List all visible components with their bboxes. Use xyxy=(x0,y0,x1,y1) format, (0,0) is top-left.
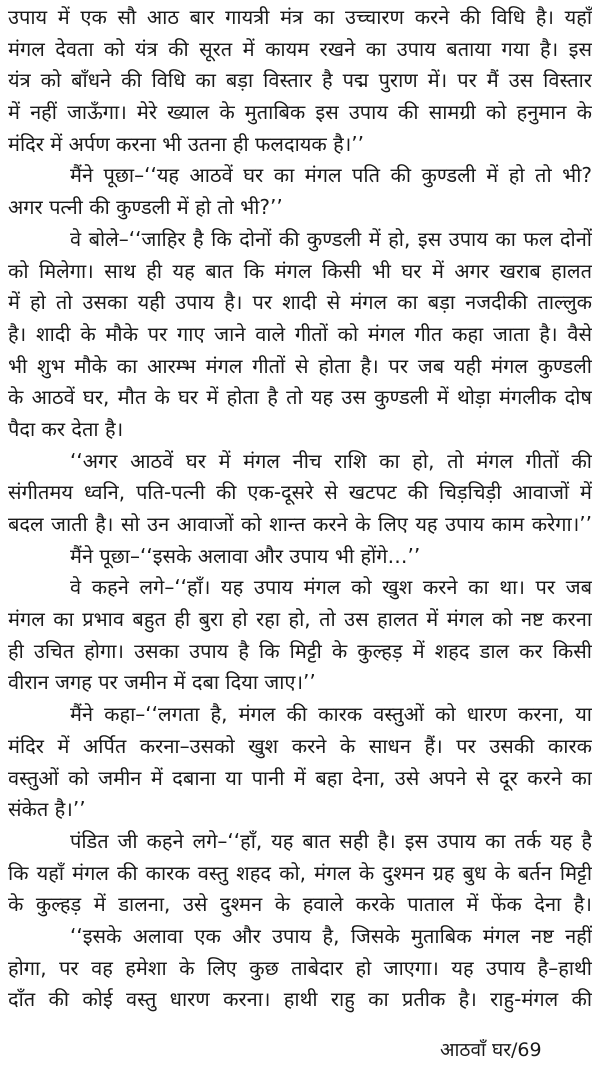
text-line: दाँत की कोई वस्तु धारण करना। हाथी राहु का प्रतीक है। राहु-मंगल की xyxy=(8,987,592,1012)
text-line: कि यहाँ मंगल की कारक वस्तु शहद को, मंगल के दुश्मन ग्रह बुध के बर्तन मिट्टी xyxy=(8,860,592,885)
text-line: में हो तो उसका यही उपाय है। पर शादी से मंगल का बड़ा नजदीकी ताल्लुक xyxy=(8,290,592,315)
text-line: के कुल्हड़ में डालना, उसे दुश्मन के हवाले करके पाताल में फेंक देना है। xyxy=(8,892,592,917)
text-line: यंत्र को बाँधने की विधि का बड़ा विस्तार है पद्म पुराण में। पर मैं उस विस्तार xyxy=(8,68,592,93)
text-line: मैंने पूछा–‘‘यह आठवें घर का मंगल पति की कुण्डली में हो तो भी? xyxy=(70,163,592,188)
text-line: भी शुभ मौके का आरम्भ मंगल गीतों से होता है। पर जब यही मंगल कुण्डली xyxy=(8,353,592,378)
text-line: में नहीं जाऊँगा। मेरे ख्याल के मुताबिक इस उपाय की सामग्री को हनुमान के xyxy=(8,100,592,125)
text-line: वीरान जगह पर जमीन में दबा दिया जाए।’’ xyxy=(8,670,316,695)
text-line: मंगल देवता को यंत्र की सूरत में कायम रखने का उपाय बताया गया है। इस xyxy=(8,36,592,61)
text-line: ‘‘इसके अलावा एक और उपाय है, जिसके मुताबिक मंगल नष्ट नहीं xyxy=(70,923,592,948)
text-line: मंगल का प्रभाव बहुत ही बुरा हो रहा हो, तो उस हालत में मंगल को नष्ट करना xyxy=(8,607,592,632)
text-line: वे बोले–‘‘जाहिर है कि दोनों की कुण्डली में हो, इस उपाय का फल दोनों xyxy=(70,226,592,251)
text-line: वस्तुओं को जमीन में दबाना या पानी में बहा देना, उसे अपने से दूर करने का xyxy=(8,765,592,790)
text-line: के आठवें घर, मौत के घर में होता है तो यह उस कुण्डली में थोड़ा मंगलीक दोष xyxy=(8,385,592,410)
text-line: मंदिर में अर्पित करना–उसको खुश करने के साधन हैं। पर उसकी कारक xyxy=(8,733,592,758)
text-line: पंडित जी कहने लगे–‘‘हाँ, यह बात सही है। इस उपाय का तर्क यह है xyxy=(70,828,592,853)
text-line: वे कहने लगे–‘‘हाँ। यह उपाय मंगल को खुश करने का था। पर जब xyxy=(70,575,592,600)
text-line: होगा, पर वह हमेशा के लिए कुछ ताबेदार हो जाएगा। यह उपाय है–हाथी xyxy=(8,955,592,980)
page-body xyxy=(8,2,592,1016)
text-line: उपाय में एक सौ आठ बार गायत्री मंत्र का उच्चारण करने की विधि है। यहाँ xyxy=(8,5,592,29)
text-line: है। शादी के मौके पर गाए जाने वाले गीतों को मंगल गीत कहा जाता है। वैसे xyxy=(8,321,592,346)
text-line: पैदा कर देता है। xyxy=(8,416,124,441)
text-line: अगर पत्नी की कुण्डली में हो तो भी?’’ xyxy=(8,195,283,220)
text-line: मंदिर में अर्पण करना भी उतना ही फलदायक है।’’ xyxy=(8,131,365,156)
text-line: को मिलेगा। साथ ही यह बात कि मंगल किसी भी घर में अगर खराब हालत xyxy=(8,258,592,283)
text-line: बदल जाती है। सो उन आवाजों को शान्त करने के लिए यह उपाय काम करेगा।’’ xyxy=(8,512,592,536)
text-line: मैंने कहा–‘‘लगता है, मंगल की कारक वस्तुओं को धारण करना, या xyxy=(70,702,592,727)
page-footer: आठवाँ घर/69 xyxy=(440,1039,542,1061)
text-line: ‘‘अगर आठवें घर में मंगल नीच राशि का हो, तो मंगल गीतों की xyxy=(70,448,592,473)
text-line: संकेत है।’’ xyxy=(8,797,86,822)
text-line: मैंने पूछा–‘‘इसके अलावा और उपाय भी होंगे…’’ xyxy=(70,543,421,568)
text-line: संगीतमय ध्वनि, पति-पत्नी की एक-दूसरे से खटपट की चिड़चिड़ी आवाजों में xyxy=(8,480,592,505)
text-line: ही उचित होगा। उसका उपाय है कि मिट्टी के कुल्हड़ में शहद डाल कर किसी xyxy=(8,638,592,663)
